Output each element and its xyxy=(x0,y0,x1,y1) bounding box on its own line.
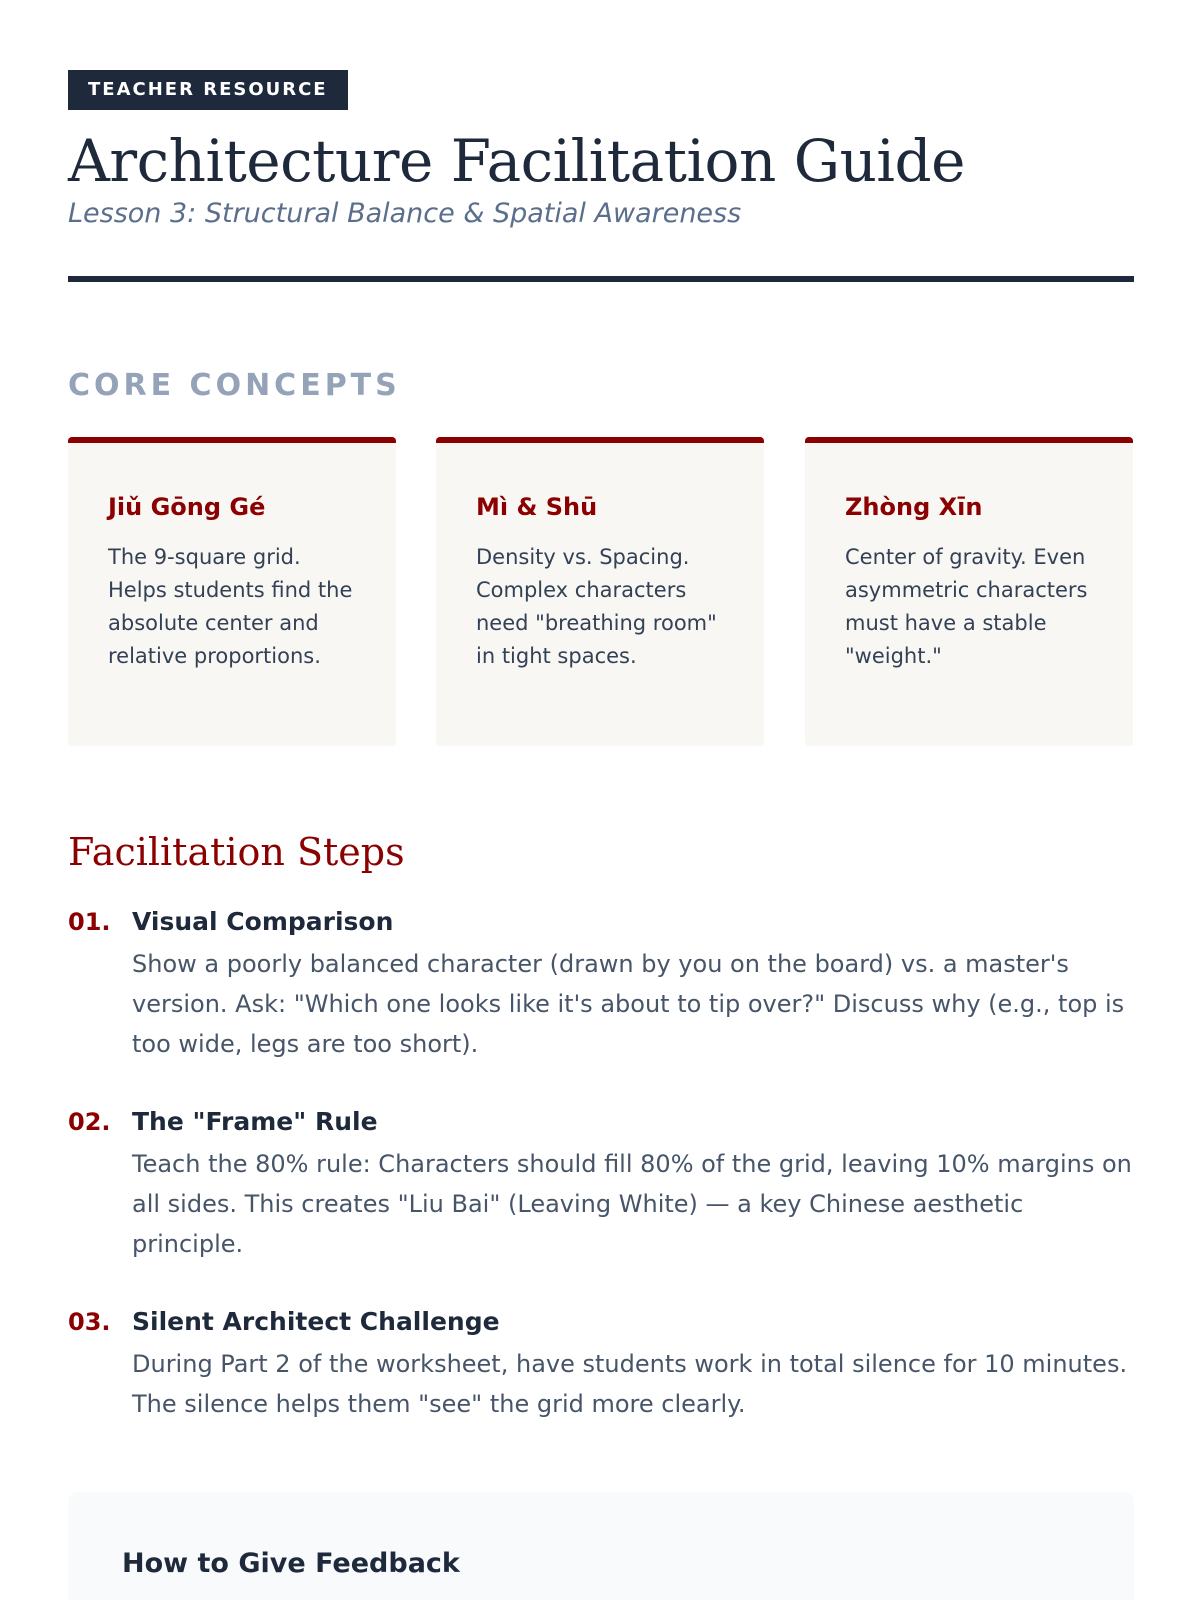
feedback-panel xyxy=(68,1492,1134,1600)
feedback-title: How to Give Feedback xyxy=(122,1548,460,1579)
concept-card-title: Jiǔ Gōng Gé xyxy=(108,493,266,521)
concept-card-text: The 9-square grid. Helps students find the absolute center and relative proportions. xyxy=(108,545,353,668)
concept-card-jiu-gong-ge xyxy=(68,437,396,746)
step-number: 02. xyxy=(68,1108,111,1136)
teacher-resource-badge: TEACHER RESOURCE xyxy=(68,70,348,110)
concept-card-title: Mì & Shū xyxy=(476,493,598,521)
step-number: 01. xyxy=(68,908,111,936)
step-body xyxy=(132,1304,1134,1424)
concept-card-title: Zhòng Xīn xyxy=(845,493,983,521)
concept-card-text: Center of gravity. Even asymmetric characters must have a stable "weight." xyxy=(845,545,1088,668)
step-text: During Part 2 of the worksheet, have students work in total silence for 10 minutes. The silence helps them "see" the grid more clearly. xyxy=(132,1350,1128,1418)
lesson-subtitle: Lesson 3: Structural Balance & Spatial Awareness xyxy=(68,198,742,229)
step-title: The "Frame" Rule xyxy=(132,1107,378,1136)
step-body xyxy=(132,1104,1134,1264)
step-number: 03. xyxy=(68,1308,111,1336)
step-text: Teach the 80% rule: Characters should fill 80% of the grid, leaving 10% margins on all sides. This creates "Liu Bai" (Leaving White) — a key Chinese aesthetic principle. xyxy=(132,1150,1132,1258)
core-concepts-label: CORE CONCEPTS xyxy=(68,368,401,403)
step-title: Silent Architect Challenge xyxy=(132,1307,500,1336)
concept-card-mi-shu xyxy=(436,437,764,746)
concept-cards xyxy=(68,437,1134,746)
facilitation-steps-heading: Facilitation Steps xyxy=(68,830,405,874)
step-text: Show a poorly balanced character (drawn by you on the board) vs. a master's version. Ask: "Which one looks like it's about to tip over?" Discuss why (e.g., top is too wide, legs are too short). xyxy=(132,950,1125,1058)
concept-card-zhong-xin xyxy=(805,437,1133,746)
header-divider xyxy=(68,276,1134,282)
page-title: Architecture Facilitation Guide xyxy=(68,127,965,195)
step-body xyxy=(132,904,1134,1064)
step-title: Visual Comparison xyxy=(132,907,394,936)
concept-card-text: Density vs. Spacing. Complex characters need "breathing room" in tight spaces. xyxy=(476,545,717,668)
